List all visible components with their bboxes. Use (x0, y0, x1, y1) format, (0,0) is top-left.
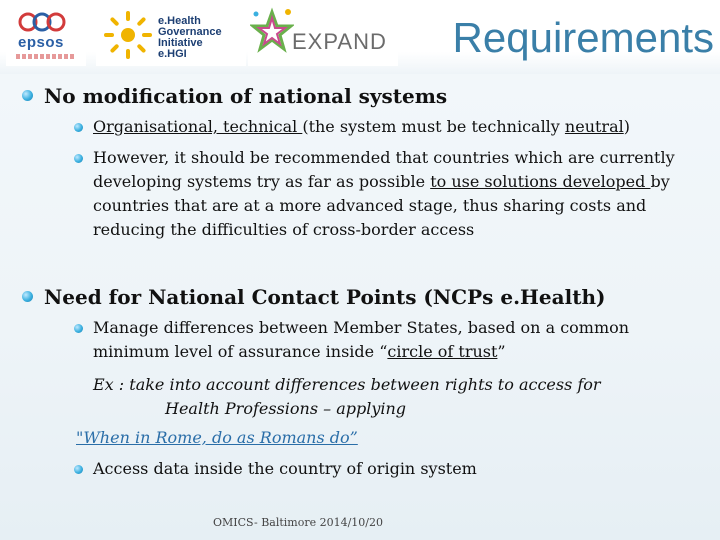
text-run: (the system must be technically (302, 117, 565, 136)
bullet-icon (22, 90, 33, 101)
text-run: circle of trust (387, 342, 498, 361)
section-heading-2: Need for National Contact Points (NCPs e.Health) (44, 285, 606, 309)
ehgi-line-2: Governance (158, 26, 222, 38)
bullet-icon (74, 154, 83, 163)
footer-text: OMICS- Baltimore 2014/10/20 (213, 516, 384, 529)
expand-logo-text: EXPAND (292, 29, 387, 54)
text-run: ) (623, 117, 630, 136)
text-run: Access data inside the country of origin system (93, 459, 477, 478)
expand-star-icon (250, 4, 294, 66)
section-2-item-2 (93, 457, 703, 481)
ehgi-line-3: Initiative (158, 37, 203, 49)
epsos-logo (6, 4, 86, 66)
text-run: neutral (564, 117, 624, 136)
text-run: However, it should be recommended that countries which are currently developing systems try as far as possible (93, 148, 675, 191)
text-run: Organisational, technical (93, 117, 303, 136)
text-run: Manage differences between Member States, based on a common minimum level of assurance inside “ (93, 318, 630, 361)
quote-text: "When in Rome, do as Romans do” (76, 428, 358, 447)
text-run: ” (497, 342, 506, 361)
section-heading-1: No modification of national systems (44, 84, 448, 108)
section-1-item-1 (93, 115, 703, 139)
text-run: to use solutions developed (430, 172, 651, 191)
example-line-1: Ex : take into account differences between rights to access for (93, 375, 601, 394)
header-banner (0, 0, 720, 74)
example-line-2: Health Professions – applying (165, 399, 407, 418)
bullet-icon (74, 465, 83, 474)
section-2-item-1 (93, 316, 703, 364)
bullet-icon (22, 291, 33, 302)
ehgi-line-1: e.Health (158, 15, 201, 27)
ehgi-line-4: e.HGI (158, 48, 187, 60)
expand-logo (248, 4, 398, 66)
ehgi-star-icon (98, 4, 158, 66)
epsos-logo-text: epsos (18, 34, 64, 51)
epsos-logo-tagline (16, 54, 76, 59)
bullet-icon (74, 123, 83, 132)
text-run: by countries that are at a more advanced stage, thus sharing costs and reducing the difficulties of cross-border access (93, 172, 670, 239)
ehgi-logo (96, 4, 246, 66)
section-1-item-2 (93, 146, 703, 242)
ehgi-logo-text (158, 16, 222, 60)
page-title: Requirements (452, 14, 714, 61)
bullet-icon (74, 324, 83, 333)
